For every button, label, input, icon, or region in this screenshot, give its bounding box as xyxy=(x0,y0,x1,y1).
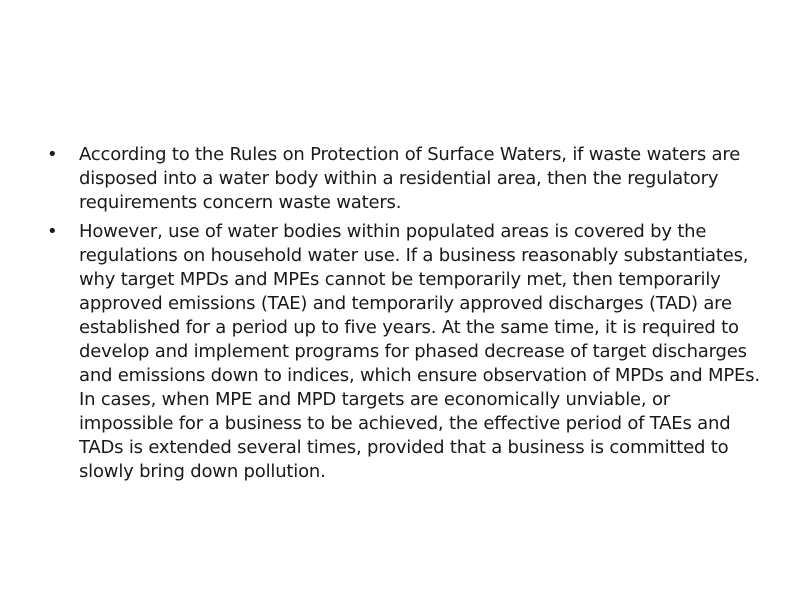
bullet-item xyxy=(44,220,760,484)
bullet-text: According to the Rules on Protection of Surface Waters, if waste waters are disposed into a water body within a residential area, then the regulatory requirements concern waste waters. xyxy=(79,144,741,213)
bullet-text: However, use of water bodies within populated areas is covered by the regulations on household water use. If a business reasonably substantiates, why target MPDs and MPEs cannot be temporarily met, then temporarily approved emissions (TAE) and temporarily approved discharges (TAD) are established for a period up to five years. At the same time, it is required to develop and implement programs for phased decrease of target discharges and emissions down to indices, which ensure observation of MPDs and MPEs. In cases, when MPE and MPD targets are economically unviable, or impossible for a business to be achieved, the effective period of TAEs and TADs is extended several times, provided that a business is committed to slowly bring down pollution. xyxy=(79,221,760,482)
bullet-list xyxy=(44,143,760,489)
bullet-item xyxy=(44,143,760,215)
bullet-marker: • xyxy=(47,144,58,165)
bullet-marker: • xyxy=(47,221,58,242)
